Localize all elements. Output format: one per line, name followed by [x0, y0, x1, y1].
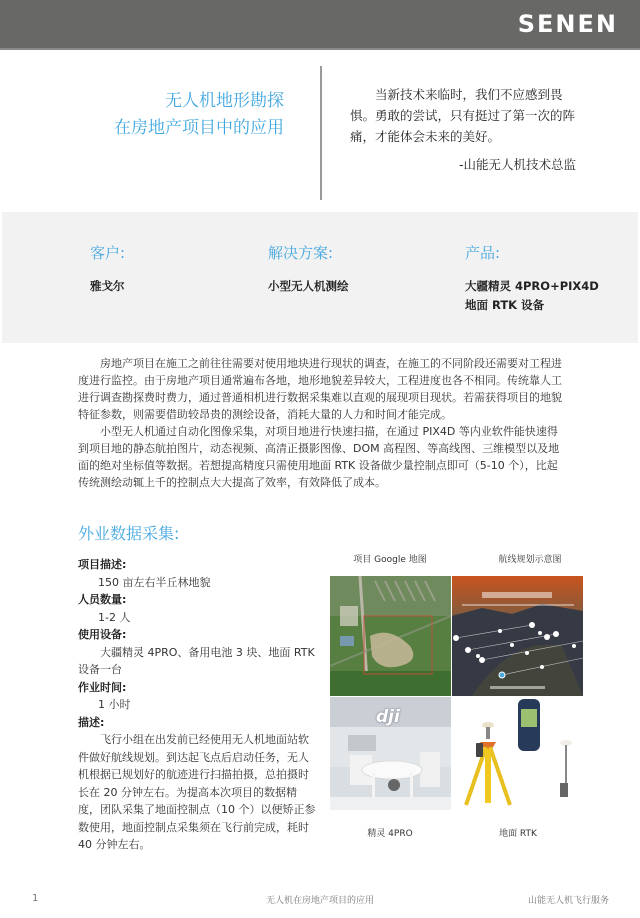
field-value-equipment: 大疆精灵 4PRO、备用电池 3 块、地面 RTK 设备一台 [78, 645, 315, 676]
customer-label: 客户: [90, 244, 126, 262]
intro-text [78, 355, 564, 491]
route-caption: 航线规划示意图 [498, 555, 562, 565]
intro-paragraph-1: 房地产项目在施工之前往往需要对使用地块进行现状的调查，在施工的不同阶段还需要对工程进度进行监控。由于房地产项目通常遍布各地，地形地貌差异较大，工程进度也各不相同。传统靠人工进行调查勘探费时费力，通过普通相机进行数据采集难以直观的展现项目现状。若需获得项目的地貌特征参数，则需要借助较昂贵的测绘设备，消耗大量的人力和时间才能完成。 [78, 357, 562, 421]
header-bar [0, 0, 640, 50]
product-column [465, 242, 599, 315]
field-value-staff: 1-2 人 [98, 610, 131, 624]
site-map-image [330, 576, 451, 696]
dji-logo: dji [376, 707, 400, 727]
rtk-caption: 地面 RTK [499, 829, 537, 839]
route-plan-graphic [452, 576, 583, 696]
customer-value: 雅戈尔 [90, 279, 125, 293]
solution-column [268, 242, 349, 296]
solution-value: 小型无人机测绘 [268, 279, 349, 293]
rtk-image [452, 697, 583, 810]
field-value-time: 1 小时 [98, 698, 131, 711]
route-plan-image [452, 576, 583, 696]
brand-logo: SENEN [517, 10, 618, 38]
title-line-1: 无人机地形勘探 [165, 91, 284, 111]
field-label-description: 项目描述: [78, 558, 127, 571]
field-list [78, 556, 318, 854]
desc-label: 描述: [78, 715, 105, 729]
footer-title: 无人机在房地产项目的应用 [266, 896, 375, 906]
footer-company: 山能无人机飞行服务 [528, 896, 610, 906]
desc-text: 飞行小组在出发前已经使用无人机地面站软件做好航线规划。到达起飞点后启动任务，无人机根据已规划好的航迹进行扫描拍摄，总拍摄时长在 20 分钟左右。为提高本次项目的数据精度，团队采集了地面控制点（10 个）以便矫正参数使用，地面控制点采集须在飞行前完成，耗时 40 分钟左右。 [78, 733, 316, 851]
field-label-staff: 人员数量: [78, 593, 127, 606]
page-title [114, 88, 284, 142]
map-caption: 项目 Google 地图 [353, 555, 427, 565]
summary-band [2, 212, 638, 343]
satellite-map-graphic [330, 576, 451, 696]
intro-paragraph-2: 小型无人机通过自动化图像采集，对项目地进行快速扫描，在通过 PIX4D 等内业软件能快速得到项目地的静态航拍图片，动态视频、高清正摄影图像、DOM 高程图、等高线图、三维模型以及地面的绝对坐标值等数据。若想提高精度只需使用地面 RTK 设备做少量控制点即可（5-10 个），比起传统测绘动辄上千的控制点大大提高了效率，有效降低了成本。 [78, 425, 560, 489]
quote-author: -山能无人机技术总监 [458, 157, 576, 172]
rtk-graphic [452, 697, 583, 810]
product-label: 产品: [465, 244, 501, 262]
solution-label: 解决方案: [268, 244, 334, 262]
field-label-equipment: 使用设备: [78, 628, 127, 641]
page-number: 1 [32, 893, 39, 904]
title-line-2: 在房地产项目中的应用 [114, 118, 284, 138]
drone-image [330, 697, 451, 810]
section-title: 外业数据采集: [78, 524, 180, 543]
divider [320, 66, 322, 200]
quote-text: 当新技术来临时，我们不应感到畏惧。勇敢的尝试，只有挺过了第一次的阵痛，才能体会未来的美好。 [350, 87, 576, 144]
drone-caption: 精灵 4PRO [367, 829, 413, 839]
field-label-time: 作业时间: [78, 680, 127, 694]
field-value-description: 150 亩左右半丘林地貌 [98, 575, 211, 589]
product-value-line-1: 大疆精灵 4PRO+PIX4D [465, 279, 599, 293]
product-value-line-2: 地面 RTK 设备 [465, 298, 545, 312]
customer-column [90, 242, 125, 296]
